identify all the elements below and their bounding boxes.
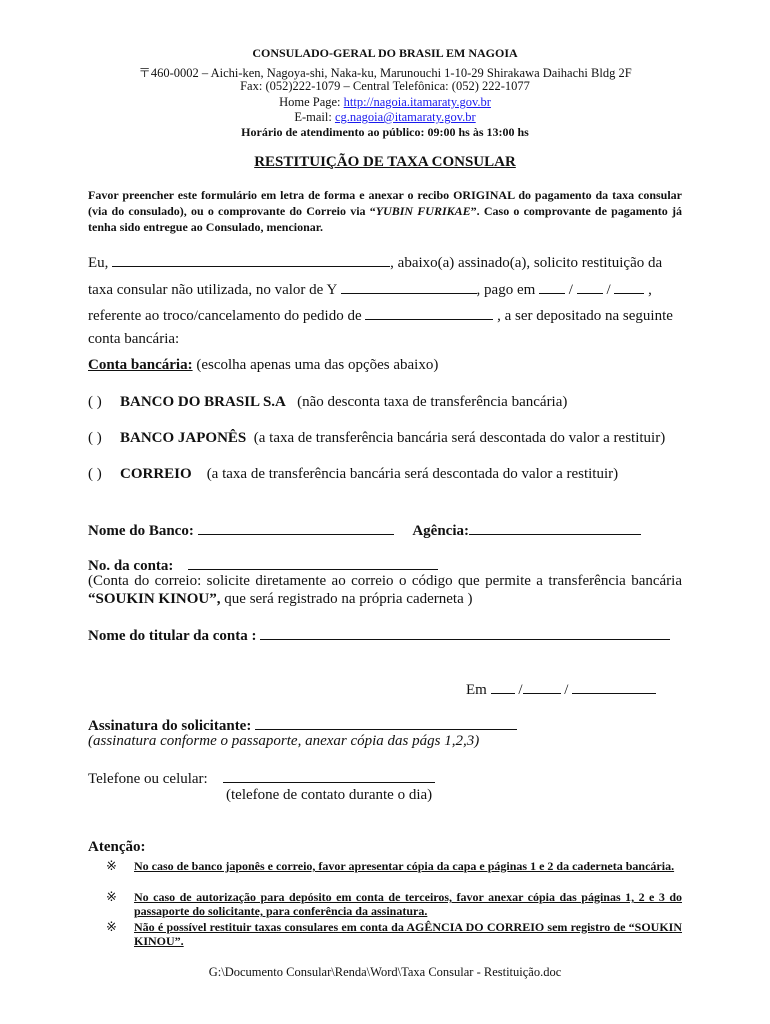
intro-text-italic: YUBIN FURIKAE bbox=[375, 204, 471, 218]
bank-name-label: Nome do Banco: bbox=[88, 523, 198, 539]
consulate-name: CONSULADO-GERAL DO BRASIL EM NAGOIA bbox=[252, 46, 518, 60]
homepage-line bbox=[0, 95, 770, 110]
signature-line bbox=[88, 715, 517, 735]
statement-line-3 bbox=[88, 305, 673, 325]
holder-line bbox=[88, 625, 670, 645]
phone-label: Telefone ou celular: bbox=[88, 771, 208, 787]
branch-field[interactable] bbox=[469, 520, 641, 535]
holder-label: Nome do titular da conta : bbox=[88, 628, 261, 644]
branch-label: Agência: bbox=[412, 523, 469, 539]
statement-eu: Eu, bbox=[88, 255, 113, 271]
option-banco-do-brasil[interactable] bbox=[88, 394, 567, 411]
option-checkbox[interactable]: ( ) bbox=[88, 430, 102, 446]
attention-text: Não é possível restituir taxas consulares em conta da AGÊNCIA DO CORREIO sem registro de “SOUKIN KINOU”. bbox=[134, 920, 682, 948]
attention-item bbox=[106, 890, 682, 918]
consulate-fax: Fax: (052)222-1079 – Central Telefônica: (052) 222-1077 bbox=[240, 79, 530, 93]
date-month-field[interactable] bbox=[523, 679, 561, 694]
statement-line-4: conta bancária: bbox=[88, 331, 180, 347]
form-title: RESTITUIÇÃO DE TAXA CONSULAR bbox=[254, 154, 516, 170]
request-field[interactable] bbox=[365, 305, 493, 320]
option-checkbox[interactable]: ( ) bbox=[88, 466, 102, 482]
statement-comma: , bbox=[644, 282, 652, 298]
consulate-address: 〒460-0002 – Aichi-ken, Nagoya-shi, Naka-ku, Marunouchi 1-10-29 Shirakawa Daihachi Bldg 2F bbox=[138, 66, 632, 80]
signature-field[interactable] bbox=[255, 715, 517, 730]
reference-mark-icon: ※ bbox=[106, 919, 117, 934]
option-description: (não desconta taxa de transferência bancária) bbox=[297, 394, 568, 410]
amount-field[interactable] bbox=[341, 279, 477, 294]
file-path-footer: G:\Documento Consular\Renda\Word\Taxa Consular - Restituição.doc bbox=[208, 965, 562, 979]
office-hours: Horário de atendimento ao público: 09:00 hs às 13:00 hs bbox=[241, 125, 529, 139]
statement-solicito: , abaixo(a) assinado(a), solicito restituição da bbox=[390, 255, 663, 271]
option-correio[interactable] bbox=[88, 466, 618, 483]
reference-mark-icon: ※ bbox=[106, 889, 117, 904]
option-name: CORREIO bbox=[120, 466, 192, 482]
statement-line-2 bbox=[88, 279, 652, 299]
correio-note bbox=[88, 572, 682, 608]
reference-mark-icon: ※ bbox=[106, 858, 117, 873]
correio-note-text: (Conta do correio: solicite diretamente ao correio o código que permite a transferência bancária bbox=[88, 573, 682, 589]
bank-name-field[interactable] bbox=[198, 520, 394, 535]
name-field[interactable] bbox=[112, 252, 390, 267]
homepage-label: Home Page: bbox=[279, 95, 344, 109]
email-label: E-mail: bbox=[294, 110, 335, 124]
attention-title: Atenção: bbox=[88, 839, 146, 855]
account-number-field[interactable] bbox=[188, 555, 438, 570]
attention-text: No caso de banco japonês e correio, favor apresentar cópia da capa e páginas 1 e 2 da caderneta bancária. bbox=[134, 859, 675, 873]
holder-field[interactable] bbox=[260, 625, 670, 640]
signature-label: Assinatura do solicitante: bbox=[88, 718, 256, 734]
statement-line-1 bbox=[88, 252, 662, 272]
intro-text-a: Favor preencher este formulário em letra de forma e anexar o recibo ORIGINAL do pagamento da taxa consular (via do consulado), ou o comprovante do Correio via “ bbox=[88, 188, 682, 218]
option-description: (a taxa de transferência bancária será descontada do valor a restituir) bbox=[253, 430, 666, 446]
date-year-field[interactable] bbox=[572, 679, 656, 694]
intro-text-b: ”. Caso o comprovante de pagamento já tenha sido entregue ao Consulado, mencionar. bbox=[88, 204, 682, 234]
bank-account-hint: (escolha apenas uma das opções abaixo) bbox=[192, 357, 439, 373]
paid-day-field[interactable] bbox=[539, 279, 565, 294]
paid-month-field[interactable] bbox=[577, 279, 603, 294]
option-checkbox[interactable]: ( ) bbox=[88, 394, 102, 410]
attention-text: No caso de autorização para depósito em conta de terceiros, favor anexar cópia das páginas 1, 2 e 3 do passaporte do solicitante, para conferência da assinatura. bbox=[134, 890, 682, 918]
statement-valor: taxa consular não utilizada, no valor de Y bbox=[88, 282, 341, 298]
bank-account-heading bbox=[88, 357, 438, 374]
date-separator: / bbox=[602, 282, 615, 298]
homepage-link[interactable]: http://nagoia.itamaraty.gov.br bbox=[343, 95, 491, 109]
form-intro bbox=[88, 187, 682, 235]
option-banco-japones[interactable] bbox=[88, 430, 665, 447]
phone-line bbox=[88, 768, 435, 788]
signature-note: (assinatura conforme o passaporte, anexar cópia das págs 1,2,3) bbox=[88, 733, 480, 749]
option-description: (a taxa de transferência bancária será descontada do valor a restituir) bbox=[206, 466, 619, 482]
attention-item bbox=[106, 920, 682, 948]
option-name: BANCO JAPONÊS bbox=[120, 430, 247, 446]
statement-deposito: , a ser depositado na seguinte bbox=[493, 308, 673, 324]
date-line: Em / / bbox=[466, 679, 656, 699]
date-separator: / bbox=[565, 282, 577, 298]
date-day-field[interactable] bbox=[491, 679, 515, 694]
correio-note-tail: que será registrado na própria caderneta ) bbox=[220, 591, 473, 607]
email-line bbox=[0, 110, 770, 125]
option-name: BANCO DO BRASIL S.A bbox=[120, 394, 286, 410]
statement-pago-em: , pago em bbox=[476, 282, 540, 298]
date-label: Em bbox=[466, 682, 491, 698]
phone-field[interactable] bbox=[223, 768, 435, 783]
bank-account-label: Conta bancária: bbox=[88, 357, 193, 373]
bank-name-line bbox=[88, 520, 641, 540]
account-number-label: No. da conta: bbox=[88, 558, 174, 574]
correio-note-code: “SOUKIN KINOU”, bbox=[88, 591, 221, 607]
phone-note: (telefone de contato durante o dia) bbox=[226, 787, 433, 803]
email-link[interactable]: cg.nagoia@itamaraty.gov.br bbox=[334, 110, 476, 124]
paid-year-field[interactable] bbox=[614, 279, 644, 294]
statement-referente: referente ao troco/cancelamento do pedido de bbox=[88, 308, 366, 324]
attention-item bbox=[106, 859, 682, 873]
